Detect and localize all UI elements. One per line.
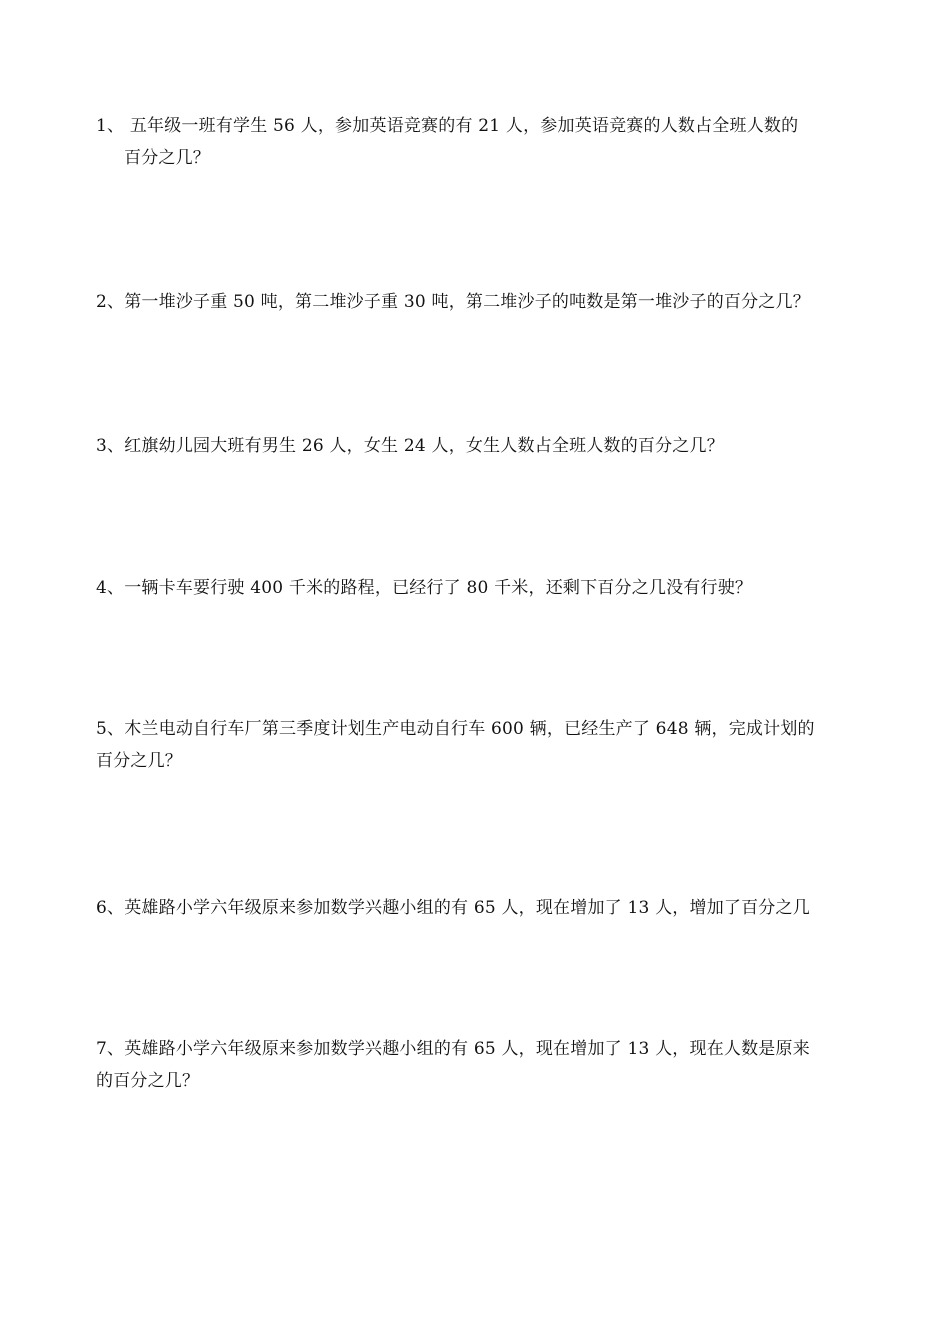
question-2-line-1: 2、第一堆沙子重 50 吨，第二堆沙子重 30 吨，第二堆沙子的吨数是第一堆沙子的百分之几？ — [96, 292, 810, 312]
question-6 — [96, 892, 866, 924]
question-7-line-1: 7、英雄路小学六年级原来参加数学兴趣小组的有 65 人，现在增加了 13 人，现在人数是原来 — [96, 1039, 810, 1059]
question-2 — [96, 286, 866, 318]
question-5 — [96, 713, 866, 777]
question-5-line-2: 百分之几？ — [96, 751, 182, 771]
question-6-line-1: 6、英雄路小学六年级原来参加数学兴趣小组的有 65 人，现在增加了 13 人，增加了百分之几 — [96, 898, 810, 918]
question-4 — [96, 572, 866, 604]
question-5-line-1: 5、木兰电动自行车厂第三季度计划生产电动自行车 600 辆，已经生产了 648 辆，完成计划的 — [96, 719, 815, 739]
question-3-line-1: 3、红旗幼儿园大班有男生 26 人，女生 24 人，女生人数占全班人数的百分之几？ — [96, 436, 724, 456]
question-7 — [96, 1033, 866, 1097]
question-3 — [96, 430, 866, 462]
question-7-line-2: 的百分之几？ — [96, 1071, 200, 1091]
question-1-line-2: 百分之几？ — [124, 148, 210, 168]
question-1-line-1: 1、 五年级一班有学生 56 人，参加英语竞赛的有 21 人，参加英语竞赛的人数占全班人数的 — [96, 116, 799, 136]
question-1 — [96, 110, 866, 174]
question-4-line-1: 4、一辆卡车要行驶 400 千米的路程，已经行了 80 千米，还剩下百分之几没有行驶？ — [96, 578, 753, 598]
